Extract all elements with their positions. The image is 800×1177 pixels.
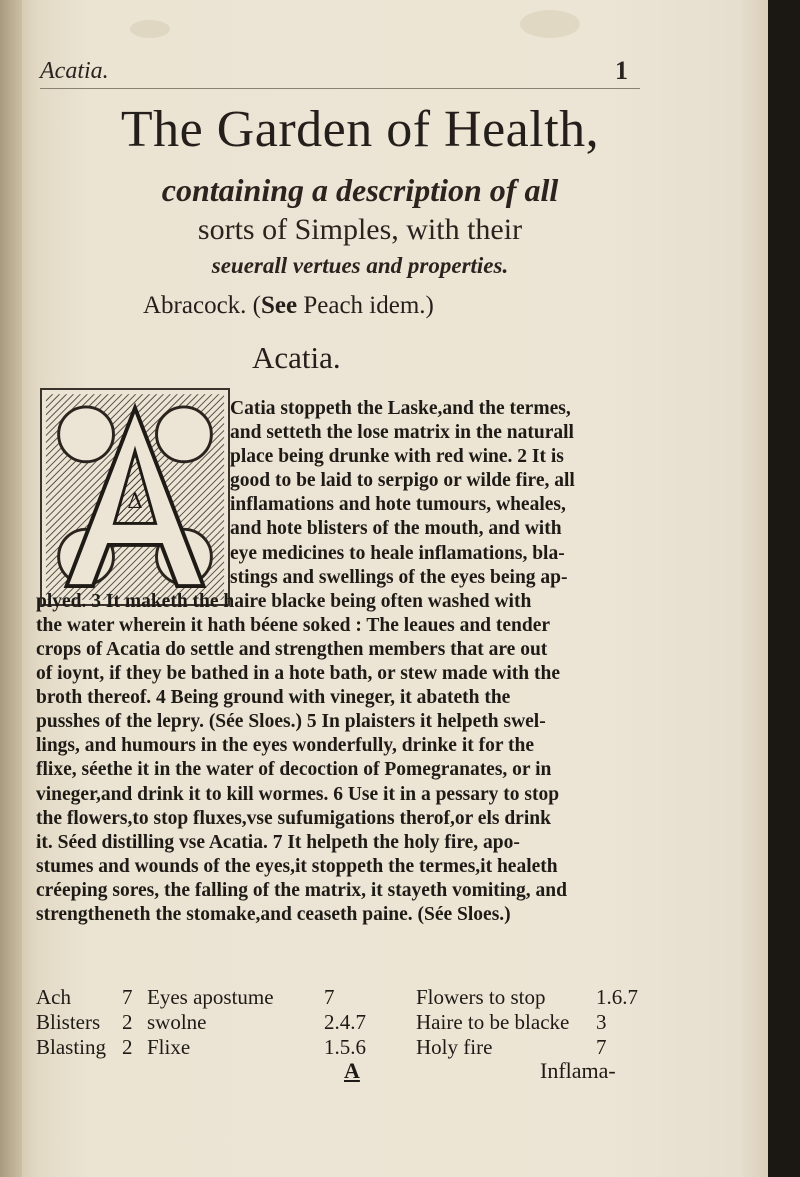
svg-text:Δ: Δ [127,488,143,514]
cross-reference [143,292,434,320]
header-rule [40,88,640,89]
body-line: inflamations and hote tumours, wheales, [230,494,566,516]
index-term: Blasting [36,1035,107,1059]
body-line: Catia stoppeth the Laske,and the termes, [230,398,571,419]
index-table [36,985,636,1060]
entry-body [36,397,644,927]
subtitle-line-3: seuerall vertues and properties. [211,253,509,278]
index-ref: 2 [122,1035,133,1059]
index-ref: 2.4.7 [324,1010,366,1034]
index-ref: 7 [596,1035,607,1059]
body-line: broth thereof. 4 Being ground with vineger, it abateth the [36,687,511,709]
body-line: pusshes of the lepry. (Sée Sloes.) 5 In plaisters it helpeth swel- [36,711,546,733]
index-term: Flixe [147,1035,191,1059]
index-term: Haire to be blacke [416,1010,570,1034]
index-term: Flowers to stop [416,985,546,1009]
body-line: stings and swellings of the eyes being ap- [230,566,568,588]
xref-close-paren: ) [425,292,434,319]
catchword: Inflama- [540,1058,616,1083]
body-line: stumes and wounds of the eyes,it stoppeth the termes,it healeth [36,855,558,877]
index-row [36,1010,636,1035]
index-row [36,985,636,1010]
page-title: The Garden of Health, [120,101,600,158]
index-ref: 1.6.7 [596,985,638,1009]
xref-open-paren: ( [252,292,261,319]
body-line: of ioynt, if they be bathed in a hote bath, or stew made with the [36,663,560,685]
body-line: lings, and humours in the eyes wonderfully, drinke it for the [36,735,535,757]
paper-stain [130,20,170,38]
body-line: crops of Acatia do settle and strengthen members that are out [36,638,548,660]
body-line: the flowers,to stop fluxes,vse sufumigations therof,or els drink [36,807,551,829]
index-ref: 2 [122,1010,133,1034]
entry-heading: Acatia. [252,340,341,375]
index-term: Ach [36,985,71,1009]
index-ref: 3 [596,1010,607,1034]
subtitle-line-1: containing a description of all [161,172,559,208]
page-number: 1 [615,56,628,85]
index-ref: 7 [324,985,335,1009]
index-row [36,1035,636,1060]
body-line: good to be laid to serpigo or wilde fire, all [230,470,575,492]
body-line: the water wherein it hath béene soked : The leaues and tender [36,614,551,636]
body-line: flixe, séethe it in the water of decoction of Pomegranates, or in [36,759,552,781]
index-ref: 1.5.6 [324,1035,366,1059]
index-ref: 7 [122,985,133,1009]
xref-target: Peach idem. [303,292,426,319]
signature-mark: A [344,1058,360,1083]
body-line: and setteth the lose matrix in the naturall [230,422,574,444]
subtitle-line-2: sorts of Simples, with their [197,213,523,246]
body-line: place being drunke with red wine. 2 It is [230,446,564,468]
body-line: plyed. 3 It maketh the haire blacke being often washed with [36,590,532,612]
paper-stain [520,10,580,38]
body-line: créeping sores, the falling of the matrix, it stayeth vomiting, and [36,879,567,901]
body-line: strengtheneth the stomake,and ceaseth paine. (Sée Sloes.) [36,903,511,925]
index-term: Holy fire [416,1035,493,1059]
xref-see: See [261,292,298,319]
xref-headword: Abracock. [143,292,247,319]
index-term: Eyes apostume [147,985,274,1009]
running-head: Acatia. [40,58,109,84]
body-line: it. Séed distilling vse Acatia. 7 It helpeth the holy fire, apo- [36,831,520,853]
body-line: eye medicines to heale inflamations, bla- [230,542,565,564]
index-term: Blisters [36,1010,101,1034]
body-line: vineger,and drink it to kill wormes. 6 Use it in a pessary to stop [36,783,560,805]
index-term: swolne [147,1010,207,1034]
body-line: and hote blisters of the mouth, and with [230,518,562,540]
